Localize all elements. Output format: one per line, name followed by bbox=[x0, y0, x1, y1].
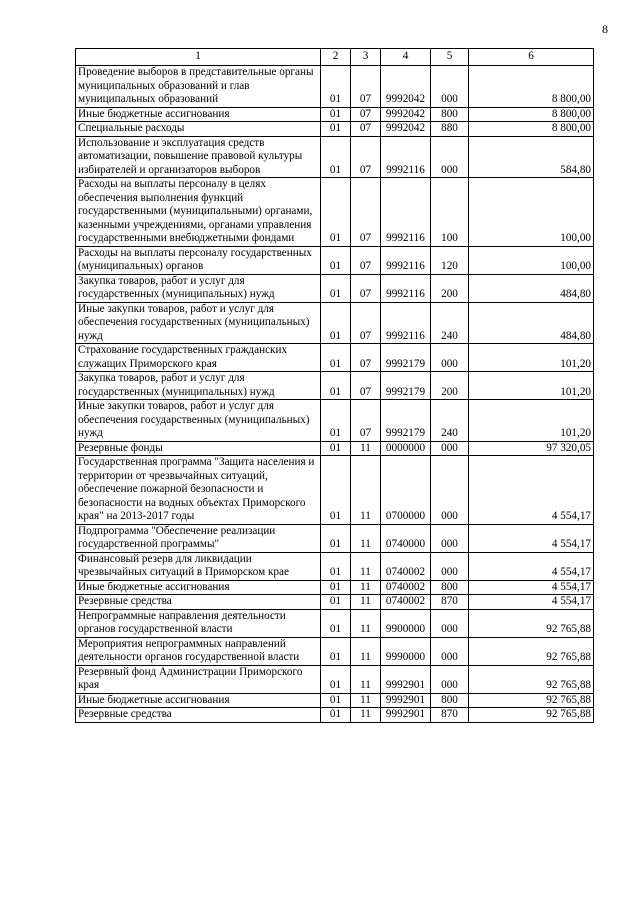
page-number: 8 bbox=[602, 22, 608, 36]
row-expense-type-cell: 000 bbox=[431, 637, 469, 665]
row-expense-type-cell: 000 bbox=[431, 441, 469, 456]
row-name-cell: Иные бюджетные ассигнования bbox=[76, 580, 321, 595]
row-name-cell: Резервные фонды bbox=[76, 441, 321, 456]
row-section-cell: 01 bbox=[321, 637, 351, 665]
row-target-article-cell: 9992116 bbox=[381, 136, 431, 178]
row-name-cell: Закупка товаров, работ и услуг для государственных (муниципальных) нужд bbox=[76, 274, 321, 302]
row-amount-cell: 484,80 bbox=[469, 302, 594, 344]
row-expense-type-cell: 000 bbox=[431, 552, 469, 580]
row-section-cell: 01 bbox=[321, 595, 351, 610]
row-subsection-cell: 07 bbox=[351, 274, 381, 302]
row-amount-cell: 97 320,05 bbox=[469, 441, 594, 456]
row-expense-type-cell: 240 bbox=[431, 302, 469, 344]
row-amount-cell: 584,80 bbox=[469, 136, 594, 178]
row-subsection-cell: 11 bbox=[351, 552, 381, 580]
row-amount-cell: 92 765,88 bbox=[469, 708, 594, 723]
row-amount-cell: 8 800,00 bbox=[469, 107, 594, 122]
row-target-article-cell: 9992179 bbox=[381, 400, 431, 442]
table-row bbox=[76, 178, 594, 247]
row-subsection-cell: 07 bbox=[351, 122, 381, 137]
table-row bbox=[76, 274, 594, 302]
row-target-article-cell: 9992901 bbox=[381, 665, 431, 693]
row-amount-cell: 100,00 bbox=[469, 178, 594, 247]
row-section-cell: 01 bbox=[321, 609, 351, 637]
table-row bbox=[76, 400, 594, 442]
row-section-cell: 01 bbox=[321, 66, 351, 108]
row-name-cell: Государственная программа "Защита населения и территории от чрезвычайных ситуаций, обеспечение пожарной безопасности и безопасности на водных объектах Приморского края" на 2013-2017 годы bbox=[76, 456, 321, 525]
table-row bbox=[76, 302, 594, 344]
table-row bbox=[76, 693, 594, 708]
row-subsection-cell: 07 bbox=[351, 302, 381, 344]
row-expense-type-cell: 870 bbox=[431, 708, 469, 723]
table-row bbox=[76, 595, 594, 610]
row-section-cell: 01 bbox=[321, 178, 351, 247]
row-expense-type-cell: 000 bbox=[431, 66, 469, 108]
row-section-cell: 01 bbox=[321, 302, 351, 344]
row-target-article-cell: 0740002 bbox=[381, 595, 431, 610]
row-amount-cell: 100,00 bbox=[469, 246, 594, 274]
row-amount-cell: 4 554,17 bbox=[469, 580, 594, 595]
row-section-cell: 01 bbox=[321, 274, 351, 302]
row-amount-cell: 92 765,88 bbox=[469, 637, 594, 665]
header-row bbox=[76, 49, 594, 66]
row-amount-cell: 4 554,17 bbox=[469, 456, 594, 525]
row-name-cell: Проведение выборов в представительные органы муниципальных образований и глав муниципальных образований bbox=[76, 66, 321, 108]
row-name-cell: Страхование государственных гражданских служащих Приморского края bbox=[76, 344, 321, 372]
row-subsection-cell: 11 bbox=[351, 708, 381, 723]
row-expense-type-cell: 880 bbox=[431, 122, 469, 137]
row-target-article-cell: 9992179 bbox=[381, 344, 431, 372]
row-expense-type-cell: 000 bbox=[431, 524, 469, 552]
row-expense-type-cell: 000 bbox=[431, 456, 469, 525]
header-col-6: 6 bbox=[469, 49, 594, 66]
row-expense-type-cell: 800 bbox=[431, 107, 469, 122]
table-row bbox=[76, 609, 594, 637]
row-expense-type-cell: 240 bbox=[431, 400, 469, 442]
row-expense-type-cell: 870 bbox=[431, 595, 469, 610]
row-expense-type-cell: 000 bbox=[431, 136, 469, 178]
row-subsection-cell: 11 bbox=[351, 609, 381, 637]
row-section-cell: 01 bbox=[321, 580, 351, 595]
row-subsection-cell: 07 bbox=[351, 66, 381, 108]
row-section-cell: 01 bbox=[321, 708, 351, 723]
header-col-3: 3 bbox=[351, 49, 381, 66]
row-section-cell: 01 bbox=[321, 552, 351, 580]
row-name-cell: Мероприятия непрограммных направлений деятельности органов государственной власти bbox=[76, 637, 321, 665]
row-target-article-cell: 9992042 bbox=[381, 122, 431, 137]
row-name-cell: Иные закупки товаров, работ и услуг для обеспечения государственных (муниципальных) нужд bbox=[76, 400, 321, 442]
table-row bbox=[76, 580, 594, 595]
row-expense-type-cell: 800 bbox=[431, 693, 469, 708]
row-subsection-cell: 07 bbox=[351, 107, 381, 122]
row-subsection-cell: 07 bbox=[351, 246, 381, 274]
row-target-article-cell: 9992042 bbox=[381, 107, 431, 122]
row-target-article-cell: 9992179 bbox=[381, 372, 431, 400]
table-row bbox=[76, 456, 594, 525]
row-expense-type-cell: 800 bbox=[431, 580, 469, 595]
table-row bbox=[76, 524, 594, 552]
row-name-cell: Резервные средства bbox=[76, 708, 321, 723]
row-section-cell: 01 bbox=[321, 693, 351, 708]
row-amount-cell: 101,20 bbox=[469, 344, 594, 372]
row-amount-cell: 101,20 bbox=[469, 400, 594, 442]
row-subsection-cell: 07 bbox=[351, 136, 381, 178]
row-name-cell: Расходы на выплаты персоналу в целях обеспечения выполнения функций государственными (муниципальными) органами, казенными учреждениями, органами управления государственными внебюджетными фондами bbox=[76, 178, 321, 247]
row-amount-cell: 101,20 bbox=[469, 372, 594, 400]
row-subsection-cell: 11 bbox=[351, 637, 381, 665]
header-col-1: 1 bbox=[76, 49, 321, 66]
table-row bbox=[76, 344, 594, 372]
row-name-cell: Иные бюджетные ассигнования bbox=[76, 693, 321, 708]
row-amount-cell: 4 554,17 bbox=[469, 524, 594, 552]
row-expense-type-cell: 120 bbox=[431, 246, 469, 274]
row-expense-type-cell: 000 bbox=[431, 609, 469, 637]
row-subsection-cell: 11 bbox=[351, 524, 381, 552]
row-target-article-cell: 9992116 bbox=[381, 178, 431, 247]
row-name-cell: Резервные средства bbox=[76, 595, 321, 610]
row-section-cell: 01 bbox=[321, 107, 351, 122]
row-target-article-cell: 9992116 bbox=[381, 302, 431, 344]
row-target-article-cell: 9992116 bbox=[381, 274, 431, 302]
row-target-article-cell: 9992042 bbox=[381, 66, 431, 108]
row-name-cell: Использование и эксплуатация средств автоматизации, повышение правовой культуры избирателей и организаторов выборов bbox=[76, 136, 321, 178]
row-amount-cell: 8 800,00 bbox=[469, 122, 594, 137]
table-row bbox=[76, 136, 594, 178]
row-section-cell: 01 bbox=[321, 372, 351, 400]
row-target-article-cell: 0700000 bbox=[381, 456, 431, 525]
row-subsection-cell: 11 bbox=[351, 665, 381, 693]
row-name-cell: Резервный фонд Администрации Приморского края bbox=[76, 665, 321, 693]
row-subsection-cell: 11 bbox=[351, 580, 381, 595]
row-target-article-cell: 0740000 bbox=[381, 524, 431, 552]
row-section-cell: 01 bbox=[321, 456, 351, 525]
row-name-cell: Финансовый резерв для ликвидации чрезвычайных ситуаций в Приморском крае bbox=[76, 552, 321, 580]
row-name-cell: Закупка товаров, работ и услуг для государственных (муниципальных) нужд bbox=[76, 372, 321, 400]
header-col-2: 2 bbox=[321, 49, 351, 66]
row-name-cell: Подпрограмма "Обеспечение реализации государственной программы" bbox=[76, 524, 321, 552]
row-section-cell: 01 bbox=[321, 400, 351, 442]
table-row bbox=[76, 665, 594, 693]
table-row bbox=[76, 372, 594, 400]
row-name-cell: Специальные расходы bbox=[76, 122, 321, 137]
row-target-article-cell: 0000000 bbox=[381, 441, 431, 456]
table-row bbox=[76, 441, 594, 456]
row-amount-cell: 4 554,17 bbox=[469, 595, 594, 610]
row-subsection-cell: 07 bbox=[351, 372, 381, 400]
row-subsection-cell: 11 bbox=[351, 456, 381, 525]
row-target-article-cell: 0740002 bbox=[381, 552, 431, 580]
row-expense-type-cell: 200 bbox=[431, 372, 469, 400]
table-row bbox=[76, 708, 594, 723]
row-section-cell: 01 bbox=[321, 524, 351, 552]
row-expense-type-cell: 200 bbox=[431, 274, 469, 302]
row-amount-cell: 4 554,17 bbox=[469, 552, 594, 580]
row-target-article-cell: 9992901 bbox=[381, 693, 431, 708]
row-name-cell: Расходы на выплаты персоналу государственных (муниципальных) органов bbox=[76, 246, 321, 274]
table-row bbox=[76, 66, 594, 108]
row-amount-cell: 8 800,00 bbox=[469, 66, 594, 108]
row-target-article-cell: 0740002 bbox=[381, 580, 431, 595]
row-subsection-cell: 07 bbox=[351, 344, 381, 372]
table-row bbox=[76, 246, 594, 274]
row-target-article-cell: 9992901 bbox=[381, 708, 431, 723]
table-row bbox=[76, 637, 594, 665]
row-section-cell: 01 bbox=[321, 441, 351, 456]
row-target-article-cell: 9992116 bbox=[381, 246, 431, 274]
row-section-cell: 01 bbox=[321, 122, 351, 137]
table-row bbox=[76, 552, 594, 580]
row-name-cell: Непрограммные направления деятельности органов государственной власти bbox=[76, 609, 321, 637]
row-target-article-cell: 9900000 bbox=[381, 609, 431, 637]
row-name-cell: Иные закупки товаров, работ и услуг для обеспечения государственных (муниципальных) нужд bbox=[76, 302, 321, 344]
row-amount-cell: 484,80 bbox=[469, 274, 594, 302]
row-subsection-cell: 11 bbox=[351, 441, 381, 456]
header-col-5: 5 bbox=[431, 49, 469, 66]
header-col-4: 4 bbox=[381, 49, 431, 66]
row-amount-cell: 92 765,88 bbox=[469, 693, 594, 708]
row-subsection-cell: 11 bbox=[351, 693, 381, 708]
row-subsection-cell: 07 bbox=[351, 178, 381, 247]
row-expense-type-cell: 100 bbox=[431, 178, 469, 247]
table-row bbox=[76, 107, 594, 122]
row-expense-type-cell: 000 bbox=[431, 665, 469, 693]
row-amount-cell: 92 765,88 bbox=[469, 609, 594, 637]
row-expense-type-cell: 000 bbox=[431, 344, 469, 372]
table-row bbox=[76, 122, 594, 137]
row-subsection-cell: 11 bbox=[351, 595, 381, 610]
row-name-cell: Иные бюджетные ассигнования bbox=[76, 107, 321, 122]
row-amount-cell: 92 765,88 bbox=[469, 665, 594, 693]
row-subsection-cell: 07 bbox=[351, 400, 381, 442]
row-section-cell: 01 bbox=[321, 246, 351, 274]
budget-table bbox=[75, 48, 594, 723]
row-section-cell: 01 bbox=[321, 665, 351, 693]
row-section-cell: 01 bbox=[321, 136, 351, 178]
row-section-cell: 01 bbox=[321, 344, 351, 372]
row-target-article-cell: 9990000 bbox=[381, 637, 431, 665]
